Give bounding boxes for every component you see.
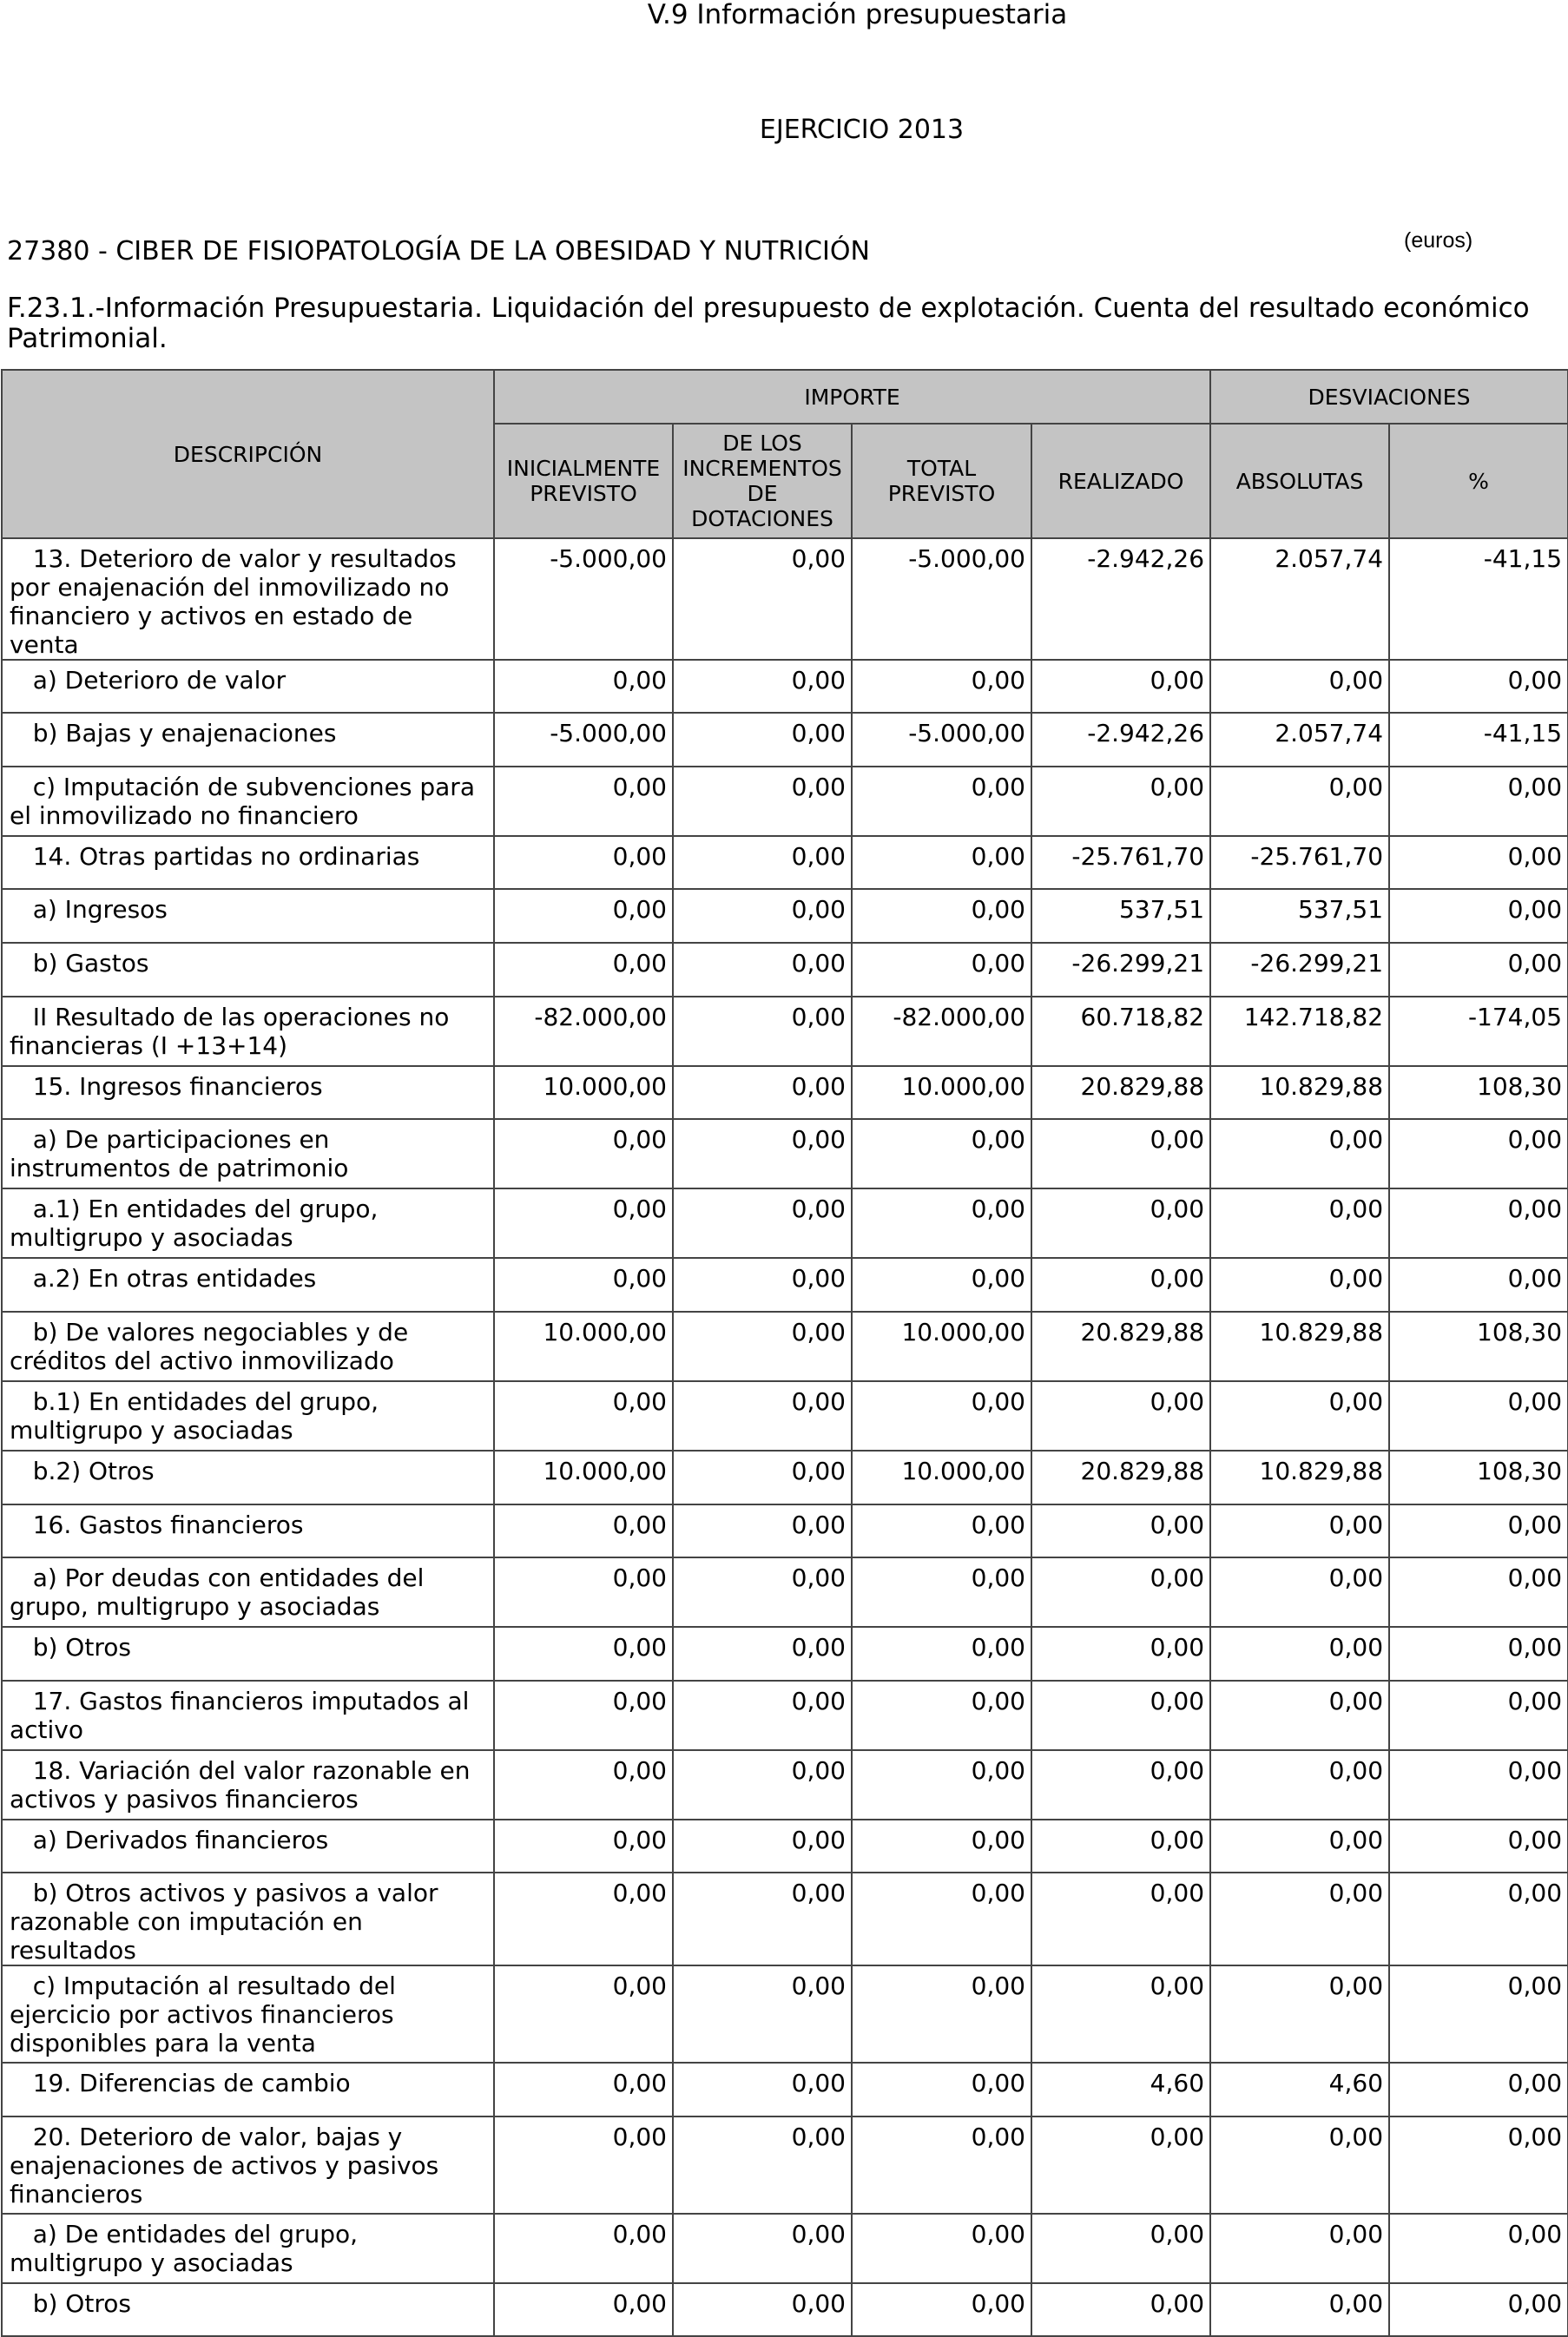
- cell-inicialmente-previsto: 0,00: [494, 2063, 673, 2116]
- row-description: b.1) En entidades del grupo, multigrupo y asociadas: [2, 1381, 494, 1451]
- cell-absolutas: 0,00: [1210, 1119, 1389, 1188]
- cell-porcentaje: 0,00: [1389, 1188, 1568, 1258]
- cell-inicialmente-previsto: 0,00: [494, 1557, 673, 1627]
- cell-realizado: 537,51: [1031, 889, 1210, 943]
- cell-realizado: 4,60: [1031, 2063, 1210, 2116]
- cell-porcentaje: -41,15: [1389, 713, 1568, 767]
- cell-incrementos: 0,00: [673, 1627, 852, 1681]
- table-row: [2, 1451, 1568, 1504]
- row-description: 17. Gastos financieros imputados al activo: [2, 1681, 494, 1750]
- cell-total-previsto: 10.000,00: [852, 1066, 1031, 1119]
- row-description: a) Deterioro de valor: [2, 660, 494, 713]
- cell-incrementos: 0,00: [673, 1681, 852, 1750]
- cell-total-previsto: 0,00: [852, 1873, 1031, 1965]
- cell-total-previsto: 0,00: [852, 1119, 1031, 1188]
- cell-realizado: 60.718,82: [1031, 997, 1210, 1066]
- cell-porcentaje: 0,00: [1389, 2116, 1568, 2214]
- cell-incrementos: 0,00: [673, 1381, 852, 1451]
- cell-inicialmente-previsto: 10.000,00: [494, 1066, 673, 1119]
- cell-total-previsto: 0,00: [852, 660, 1031, 713]
- row-description: 15. Ingresos financieros: [2, 1066, 494, 1119]
- cell-total-previsto: 0,00: [852, 889, 1031, 943]
- cell-incrementos: 0,00: [673, 660, 852, 713]
- cell-inicialmente-previsto: 0,00: [494, 1873, 673, 1965]
- cell-realizado: 0,00: [1031, 1820, 1210, 1873]
- cell-realizado: 0,00: [1031, 1681, 1210, 1750]
- cell-inicialmente-previsto: -5.000,00: [494, 538, 673, 660]
- cell-absolutas: 2.057,74: [1210, 713, 1389, 767]
- table-row: [2, 538, 1568, 660]
- cell-absolutas: 0,00: [1210, 2283, 1389, 2336]
- cell-incrementos: 0,00: [673, 1066, 852, 1119]
- header-descripcion: DESCRIPCIÓN: [2, 370, 494, 538]
- cell-incrementos: 0,00: [673, 889, 852, 943]
- cell-porcentaje: 0,00: [1389, 2283, 1568, 2336]
- header-total-previsto: TOTAL PREVISTO: [852, 424, 1031, 538]
- cell-porcentaje: 0,00: [1389, 1750, 1568, 1820]
- row-description: c) Imputación al resultado del ejercicio por activos financieros disponibles para la venta: [2, 1965, 494, 2063]
- cell-total-previsto: 0,00: [852, 767, 1031, 836]
- cell-inicialmente-previsto: 0,00: [494, 1504, 673, 1557]
- cell-absolutas: 2.057,74: [1210, 538, 1389, 660]
- table-row: [2, 1681, 1568, 1750]
- cell-inicialmente-previsto: 0,00: [494, 943, 673, 997]
- table-row: [2, 1381, 1568, 1451]
- cell-porcentaje: 0,00: [1389, 1381, 1568, 1451]
- cell-inicialmente-previsto: 10.000,00: [494, 1312, 673, 1381]
- cell-total-previsto: 0,00: [852, 2283, 1031, 2336]
- cell-incrementos: 0,00: [673, 2116, 852, 2214]
- cell-realizado: -2.942,26: [1031, 713, 1210, 767]
- cell-incrementos: 0,00: [673, 713, 852, 767]
- header-inicialmente-previsto: INICIALMENTE PREVISTO: [494, 424, 673, 538]
- cell-absolutas: 4,60: [1210, 2063, 1389, 2116]
- cell-total-previsto: 0,00: [852, 943, 1031, 997]
- cell-realizado: 0,00: [1031, 1965, 1210, 2063]
- cell-total-previsto: 0,00: [852, 1381, 1031, 1451]
- cell-total-previsto: 0,00: [852, 1258, 1031, 1312]
- cell-inicialmente-previsto: 0,00: [494, 1381, 673, 1451]
- cell-realizado: 20.829,88: [1031, 1451, 1210, 1504]
- cell-realizado: 0,00: [1031, 1188, 1210, 1258]
- cell-realizado: 0,00: [1031, 1750, 1210, 1820]
- header-absolutas: ABSOLUTAS: [1210, 424, 1389, 538]
- row-description: 13. Deterioro de valor y resultados por enajenación del inmovilizado no financiero y activos en estado de venta: [2, 538, 494, 660]
- cell-realizado: -25.761,70: [1031, 836, 1210, 889]
- cell-total-previsto: 0,00: [852, 1820, 1031, 1873]
- cell-porcentaje: -174,05: [1389, 997, 1568, 1066]
- table-row: [2, 2116, 1568, 2214]
- cell-incrementos: 0,00: [673, 1258, 852, 1312]
- row-description: 18. Variación del valor razonable en activos y pasivos financieros: [2, 1750, 494, 1820]
- cell-inicialmente-previsto: 0,00: [494, 1681, 673, 1750]
- cell-realizado: 0,00: [1031, 767, 1210, 836]
- cell-incrementos: 0,00: [673, 1750, 852, 1820]
- cell-total-previsto: 0,00: [852, 1504, 1031, 1557]
- cell-inicialmente-previsto: 0,00: [494, 1188, 673, 1258]
- cell-inicialmente-previsto: -82.000,00: [494, 997, 673, 1066]
- cell-total-previsto: 0,00: [852, 1557, 1031, 1627]
- cell-realizado: 0,00: [1031, 660, 1210, 713]
- cell-realizado: 20.829,88: [1031, 1066, 1210, 1119]
- cell-absolutas: 0,00: [1210, 1557, 1389, 1627]
- cell-realizado: 0,00: [1031, 1258, 1210, 1312]
- cell-incrementos: 0,00: [673, 538, 852, 660]
- cell-absolutas: 0,00: [1210, 1965, 1389, 2063]
- cell-porcentaje: -41,15: [1389, 538, 1568, 660]
- cell-inicialmente-previsto: 0,00: [494, 2214, 673, 2283]
- cell-inicialmente-previsto: 10.000,00: [494, 1451, 673, 1504]
- entity-name: 27380 - CIBER DE FISIOPATOLOGÍA DE LA OBESIDAD Y NUTRICIÓN: [7, 236, 870, 267]
- cell-total-previsto: 0,00: [852, 836, 1031, 889]
- cell-realizado: 0,00: [1031, 1119, 1210, 1188]
- fiscal-year-heading: EJERCICIO 2013: [759, 115, 965, 145]
- row-description: b) De valores negociables y de créditos del activo inmovilizado: [2, 1312, 494, 1381]
- row-description: 14. Otras partidas no ordinarias: [2, 836, 494, 889]
- cell-absolutas: 10.829,88: [1210, 1066, 1389, 1119]
- cell-porcentaje: 0,00: [1389, 889, 1568, 943]
- cell-incrementos: 0,00: [673, 1188, 852, 1258]
- cell-absolutas: 0,00: [1210, 660, 1389, 713]
- cell-realizado: 0,00: [1031, 1627, 1210, 1681]
- cell-absolutas: 537,51: [1210, 889, 1389, 943]
- cell-realizado: 0,00: [1031, 1504, 1210, 1557]
- cell-total-previsto: 0,00: [852, 1188, 1031, 1258]
- row-description: a) Ingresos: [2, 889, 494, 943]
- cell-total-previsto: -82.000,00: [852, 997, 1031, 1066]
- cell-porcentaje: 0,00: [1389, 1557, 1568, 1627]
- cell-total-previsto: 0,00: [852, 1965, 1031, 2063]
- row-description: c) Imputación de subvenciones para el inmovilizado no financiero: [2, 767, 494, 836]
- cell-inicialmente-previsto: 0,00: [494, 889, 673, 943]
- cell-absolutas: 0,00: [1210, 1381, 1389, 1451]
- cell-porcentaje: 0,00: [1389, 1965, 1568, 2063]
- cell-absolutas: 0,00: [1210, 2116, 1389, 2214]
- cell-total-previsto: 10.000,00: [852, 1451, 1031, 1504]
- cell-incrementos: 0,00: [673, 1504, 852, 1557]
- cell-realizado: 0,00: [1031, 1873, 1210, 1965]
- table-row: [2, 1258, 1568, 1312]
- table-row: [2, 1873, 1568, 1965]
- table-row: [2, 1557, 1568, 1627]
- row-description: b) Otros activos y pasivos a valor razonable con imputación en resultados: [2, 1873, 494, 1965]
- cell-absolutas: 10.829,88: [1210, 1312, 1389, 1381]
- cell-porcentaje: 0,00: [1389, 1627, 1568, 1681]
- table-row: [2, 1627, 1568, 1681]
- cell-inicialmente-previsto: 0,00: [494, 1965, 673, 2063]
- cell-realizado: -26.299,21: [1031, 943, 1210, 997]
- cell-porcentaje: 0,00: [1389, 1873, 1568, 1965]
- cell-inicialmente-previsto: 0,00: [494, 767, 673, 836]
- row-description: a.1) En entidades del grupo, multigrupo y asociadas: [2, 1188, 494, 1258]
- cell-porcentaje: 0,00: [1389, 1504, 1568, 1557]
- row-description: a) Derivados financieros: [2, 1820, 494, 1873]
- cell-absolutas: -25.761,70: [1210, 836, 1389, 889]
- cell-inicialmente-previsto: 0,00: [494, 1750, 673, 1820]
- table-row: [2, 2283, 1568, 2336]
- cell-total-previsto: 10.000,00: [852, 1312, 1031, 1381]
- cell-absolutas: 0,00: [1210, 767, 1389, 836]
- row-description: b) Bajas y enajenaciones: [2, 713, 494, 767]
- table-row: [2, 713, 1568, 767]
- table-row: [2, 1820, 1568, 1873]
- cell-absolutas: 0,00: [1210, 1681, 1389, 1750]
- cell-inicialmente-previsto: 0,00: [494, 2116, 673, 2214]
- row-description: a) Por deudas con entidades del grupo, multigrupo y asociadas: [2, 1557, 494, 1627]
- row-description: b) Otros: [2, 1627, 494, 1681]
- cell-absolutas: 0,00: [1210, 1627, 1389, 1681]
- budget-table: [1, 369, 1568, 2337]
- cell-inicialmente-previsto: -5.000,00: [494, 713, 673, 767]
- cell-porcentaje: 0,00: [1389, 1681, 1568, 1750]
- table-row: [2, 943, 1568, 997]
- cell-absolutas: 0,00: [1210, 1873, 1389, 1965]
- row-description: 20. Deterioro de valor, bajas y enajenaciones de activos y pasivos financieros: [2, 2116, 494, 2214]
- header-importe: IMPORTE: [494, 370, 1210, 424]
- cell-incrementos: 0,00: [673, 2063, 852, 2116]
- table-row: [2, 767, 1568, 836]
- cell-total-previsto: 0,00: [852, 1750, 1031, 1820]
- cell-inicialmente-previsto: 0,00: [494, 1258, 673, 1312]
- cell-incrementos: 0,00: [673, 836, 852, 889]
- currency-units: (euros): [1404, 228, 1473, 253]
- cell-incrementos: 0,00: [673, 1557, 852, 1627]
- cell-porcentaje: 0,00: [1389, 943, 1568, 997]
- cell-total-previsto: 0,00: [852, 2063, 1031, 2116]
- table-row: [2, 1750, 1568, 1820]
- cell-porcentaje: 0,00: [1389, 2214, 1568, 2283]
- cell-porcentaje: 108,30: [1389, 1451, 1568, 1504]
- table-row: [2, 889, 1568, 943]
- cell-incrementos: 0,00: [673, 1312, 852, 1381]
- cell-realizado: 0,00: [1031, 1557, 1210, 1627]
- cell-realizado: 0,00: [1031, 1381, 1210, 1451]
- cell-inicialmente-previsto: 0,00: [494, 660, 673, 713]
- header-desviaciones: DESVIACIONES: [1210, 370, 1568, 424]
- header-realizado: REALIZADO: [1031, 424, 1210, 538]
- row-description: a) De entidades del grupo, multigrupo y asociadas: [2, 2214, 494, 2283]
- table-row: [2, 1119, 1568, 1188]
- row-description: II Resultado de las operaciones no financieras (I +13+14): [2, 997, 494, 1066]
- cell-absolutas: 0,00: [1210, 1504, 1389, 1557]
- table-row: [2, 1188, 1568, 1258]
- cell-incrementos: 0,00: [673, 1820, 852, 1873]
- cell-realizado: 0,00: [1031, 2116, 1210, 2214]
- row-description: a.2) En otras entidades: [2, 1258, 494, 1312]
- table-row: [2, 2214, 1568, 2283]
- table-row: [2, 1066, 1568, 1119]
- cell-porcentaje: 0,00: [1389, 767, 1568, 836]
- cell-realizado: 0,00: [1031, 2283, 1210, 2336]
- cell-porcentaje: 0,00: [1389, 1820, 1568, 1873]
- row-description: b) Otros: [2, 2283, 494, 2336]
- cell-incrementos: 0,00: [673, 943, 852, 997]
- cell-absolutas: 0,00: [1210, 1188, 1389, 1258]
- cell-incrementos: 0,00: [673, 1119, 852, 1188]
- cell-incrementos: 0,00: [673, 1873, 852, 1965]
- cell-incrementos: 0,00: [673, 997, 852, 1066]
- cell-absolutas: 142.718,82: [1210, 997, 1389, 1066]
- cell-inicialmente-previsto: 0,00: [494, 1820, 673, 1873]
- cell-incrementos: 0,00: [673, 1965, 852, 2063]
- cell-inicialmente-previsto: 0,00: [494, 1627, 673, 1681]
- cell-realizado: 0,00: [1031, 2214, 1210, 2283]
- cell-porcentaje: 108,30: [1389, 1066, 1568, 1119]
- cell-porcentaje: 0,00: [1389, 1258, 1568, 1312]
- header-incrementos-dotaciones: DE LOS INCREMENTOS DE DOTACIONES: [673, 424, 852, 538]
- report-title: F.23.1.-Información Presupuestaria. Liquidación del presupuesto de explotación. Cuenta del resultado económico Patrimonial.: [7, 293, 1530, 354]
- cell-porcentaje: 0,00: [1389, 836, 1568, 889]
- table-row: [2, 660, 1568, 713]
- row-description: 16. Gastos financieros: [2, 1504, 494, 1557]
- row-description: b) Gastos: [2, 943, 494, 997]
- table-row: [2, 1965, 1568, 2063]
- cell-porcentaje: 108,30: [1389, 1312, 1568, 1381]
- cell-absolutas: 0,00: [1210, 1820, 1389, 1873]
- table-row: [2, 836, 1568, 889]
- cell-inicialmente-previsto: 0,00: [494, 2283, 673, 2336]
- cell-absolutas: 0,00: [1210, 1258, 1389, 1312]
- cell-absolutas: 0,00: [1210, 2214, 1389, 2283]
- table-row: [2, 2063, 1568, 2116]
- cell-total-previsto: -5.000,00: [852, 538, 1031, 660]
- row-description: b.2) Otros: [2, 1451, 494, 1504]
- cell-inicialmente-previsto: 0,00: [494, 836, 673, 889]
- cell-total-previsto: 0,00: [852, 1627, 1031, 1681]
- cell-porcentaje: 0,00: [1389, 1119, 1568, 1188]
- cell-total-previsto: 0,00: [852, 2214, 1031, 2283]
- cell-incrementos: 0,00: [673, 2214, 852, 2283]
- cell-incrementos: 0,00: [673, 1451, 852, 1504]
- table-row: [2, 1312, 1568, 1381]
- section-title: V.9 Información presupuestaria: [647, 0, 1068, 30]
- table-row: [2, 997, 1568, 1066]
- cell-absolutas: 0,00: [1210, 1750, 1389, 1820]
- cell-porcentaje: 0,00: [1389, 2063, 1568, 2116]
- cell-total-previsto: 0,00: [852, 2116, 1031, 2214]
- cell-incrementos: 0,00: [673, 767, 852, 836]
- cell-realizado: -2.942,26: [1031, 538, 1210, 660]
- header-porcentaje: %: [1389, 424, 1568, 538]
- cell-total-previsto: 0,00: [852, 1681, 1031, 1750]
- cell-incrementos: 0,00: [673, 2283, 852, 2336]
- table-row: [2, 1504, 1568, 1557]
- cell-absolutas: 10.829,88: [1210, 1451, 1389, 1504]
- table-body: [2, 538, 1568, 2336]
- cell-realizado: 20.829,88: [1031, 1312, 1210, 1381]
- cell-total-previsto: -5.000,00: [852, 713, 1031, 767]
- cell-absolutas: -26.299,21: [1210, 943, 1389, 997]
- cell-porcentaje: 0,00: [1389, 660, 1568, 713]
- row-description: 19. Diferencias de cambio: [2, 2063, 494, 2116]
- row-description: a) De participaciones en instrumentos de patrimonio: [2, 1119, 494, 1188]
- cell-inicialmente-previsto: 0,00: [494, 1119, 673, 1188]
